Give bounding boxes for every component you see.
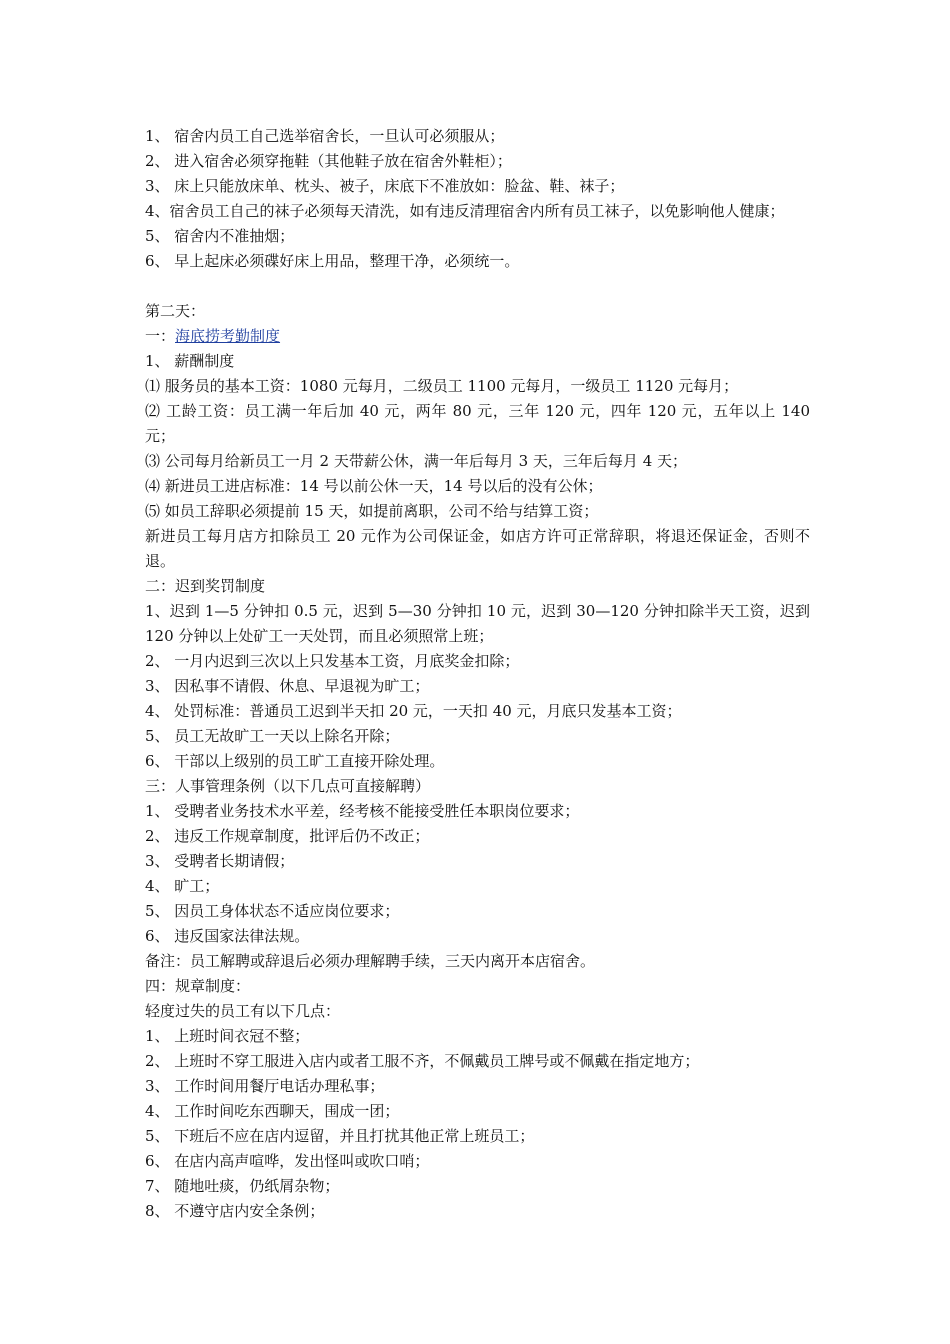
minor-fault-2: 2、 上班时不穿工服进入店内或者工服不齐，不佩戴员工牌号或不佩戴在指定地方；: [145, 1052, 700, 1070]
dorm-rule-5: 5、 宿舍内不准抽烟；: [145, 227, 295, 245]
personnel-note: 备注：员工解聘或辞退后必须办理解聘手续，三天内离开本店宿舍。: [145, 952, 596, 970]
attendance-heading-prefix: 一：: [145, 327, 176, 345]
minor-fault-3: 3、 工作时间用餐厅电话办理私事；: [145, 1077, 385, 1095]
minor-faults-intro: 轻度过失的员工有以下几点：: [145, 1002, 341, 1020]
salary-item-4: ⑷ 新进员工进店标准：14 号以前公休一天，14 号以后的没有公休；: [145, 477, 603, 495]
late-rule-1: 1、迟到 1—5 分钟扣 0.5 元，迟到 5—30 分钟扣 10 元，迟到 30—120 分钟扣除半天工资，迟到 120 分钟以上处矿工一天处罚，而且必须照常上班；: [145, 602, 815, 645]
minor-fault-5: 5、 下班后不应在店内逗留，并且打扰其他正常上班员工；: [145, 1127, 535, 1145]
dorm-rule-3: 3、 床上只能放床单、枕头、被子，床底下不准放如：脸盆、鞋、袜子；: [145, 177, 625, 195]
salary-deposit-note: 新进员工每月店方扣除员工 20 元作为公司保证金，如店方许可正常辞职，将退还保证金，否则不退。: [145, 527, 810, 570]
attendance-heading: [145, 324, 810, 349]
salary-heading: 1、 薪酬制度: [145, 352, 235, 370]
day-two-heading: 第二天：: [145, 302, 206, 320]
personnel-rule-1: 1、 受聘者业务技术水平差，经考核不能接受胜任本职岗位要求；: [145, 802, 580, 820]
personnel-heading: 三：人事管理条例（以下几点可直接解聘）: [145, 777, 431, 795]
dorm-rule-1: 1、 宿舍内员工自己选举宿舍长，一旦认可必须服从；: [145, 127, 505, 145]
personnel-rule-6: 6、 违反国家法律法规。: [145, 927, 310, 945]
minor-fault-7: 7、 随地吐痰，仍纸屑杂物；: [145, 1177, 340, 1195]
attendance-policy-link[interactable]: 海底捞考勤制度: [175, 327, 281, 345]
rules-heading: 四：规章制度：: [145, 977, 251, 995]
personnel-rule-3: 3、 受聘者长期请假；: [145, 852, 295, 870]
salary-item-2: ⑵ 工龄工资：员工满一年后加 40 元，两年 80 元，三年 120 元，四年 120 元，五年以上 140 元；: [145, 402, 815, 445]
paragraph-gap: [145, 274, 810, 299]
personnel-rule-2: 2、 违反工作规章制度，批评后仍不改正；: [145, 827, 430, 845]
late-rule-2: 2、 一月内迟到三次以上只发基本工资，月底奖金扣除；: [145, 652, 520, 670]
late-rule-6: 6、 干部以上级别的员工旷工直接开除处理。: [145, 752, 445, 770]
minor-fault-8: 8、 不遵守店内安全条例；: [145, 1202, 325, 1220]
late-heading: 二：迟到奖罚制度: [145, 577, 266, 595]
salary-item-3: ⑶ 公司每月给新员工一月 2 天带薪公休，满一年后每月 3 天，三年后每月 4 天；: [145, 452, 688, 470]
salary-item-5: ⑸ 如员工辞职必须提前 15 天，如提前离职，公司不给与结算工资；: [145, 502, 599, 520]
dorm-rule-6: 6、 早上起床必须碟好床上用品，整理干净，必须统一。: [145, 252, 520, 270]
dorm-rule-2: 2、 进入宿舍必须穿拖鞋（其他鞋子放在宿舍外鞋柜）；: [145, 152, 512, 170]
salary-item-1: ⑴ 服务员的基本工资：1080 元每月，二级员工 1100 元每月，一级员工 1120 元每月；: [145, 377, 739, 395]
personnel-rule-4: 4、 旷工；: [145, 877, 220, 895]
minor-fault-1: 1、 上班时间衣冠不整；: [145, 1027, 310, 1045]
document-body: [145, 124, 815, 1224]
personnel-rule-5: 5、 因员工身体状态不适应岗位要求；: [145, 902, 400, 920]
dorm-rule-4: 4、宿舍员工自己的袜子必须每天清洗，如有违反清理宿舍内所有员工袜子，以免影响他人健康；: [145, 202, 785, 220]
late-rule-4: 4、 处罚标准：普通员工迟到半天扣 20 元，一天扣 40 元，月底只发基本工资；: [145, 702, 682, 720]
late-rule-5: 5、 员工无故旷工一天以上除名开除；: [145, 727, 400, 745]
minor-fault-6: 6、 在店内高声喧哗，发出怪叫或吹口哨；: [145, 1152, 430, 1170]
minor-fault-4: 4、 工作时间吃东西聊天，围成一团；: [145, 1102, 400, 1120]
late-rule-3: 3、 因私事不请假、休息、早退视为旷工；: [145, 677, 430, 695]
